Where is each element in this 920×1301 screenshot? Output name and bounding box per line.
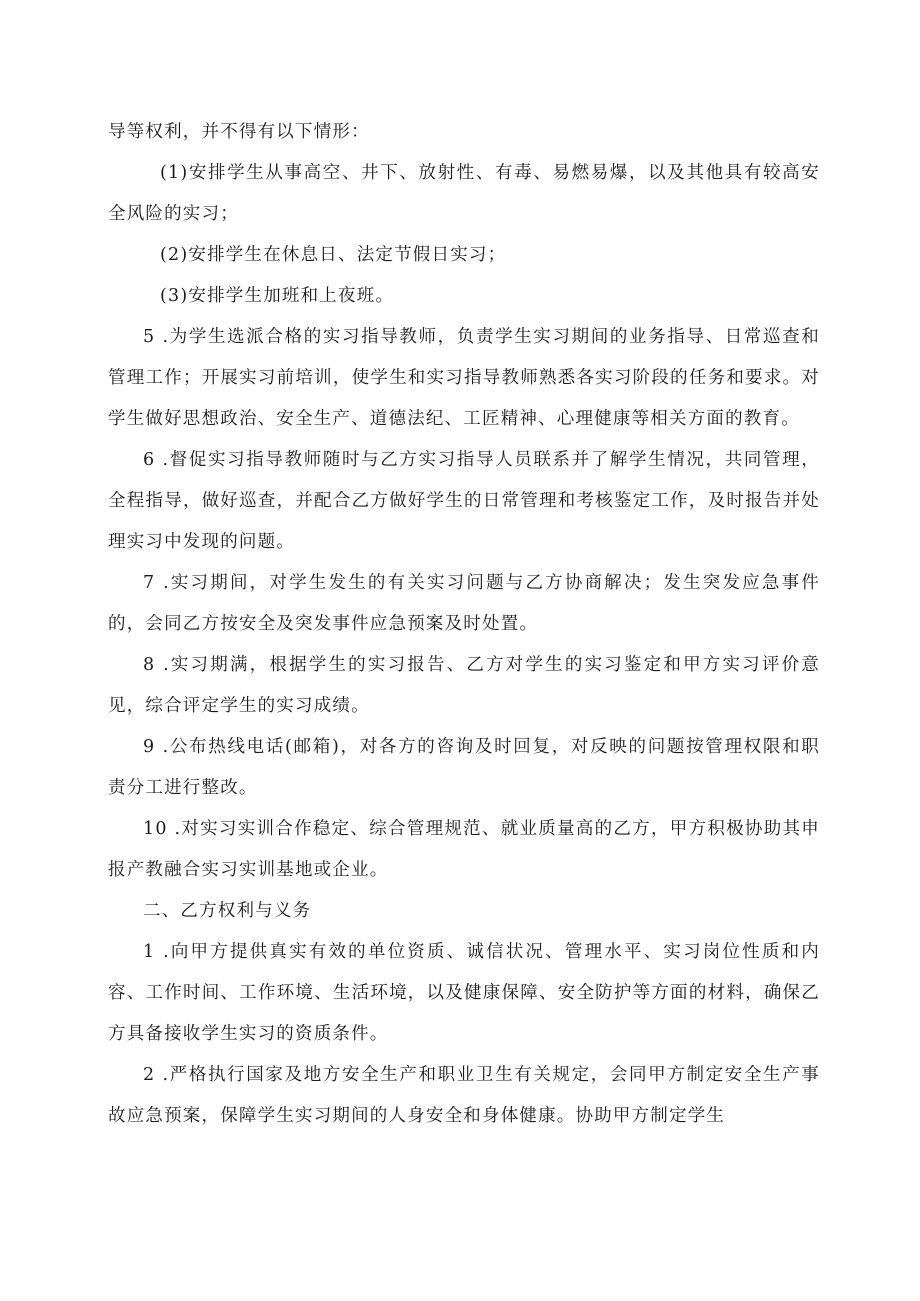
list-item-1: (1)安排学生从事高空、井下、放射性、有毒、易燃易爆，以及其他具有较高安全风险的实习； <box>108 163 820 224</box>
section-heading: 二、乙方权利与义务 <box>143 901 312 921</box>
clause-5: 5 .为学生选派合格的实习指导教师，负责学生实习期间的业务指导、日常巡查和管理工作；开展实习前培训，使学生和实习指导教师熟悉各实习阶段的任务和要求。对学生做好思想政治、安全生产、道德法纪、工匠精神、心理健康等相关方面的教育。 <box>108 327 820 429</box>
party-b-clause-1: 1 .向甲方提供真实有效的单位资质、诚信状况、管理水平、实习岗位性质和内容、工作时间、工作环境、生活环境，以及健康保障、安全防护等方面的材料，确保乙方具备接收学生实习的资质条件。 <box>108 942 820 1044</box>
clause-10: 10 .对实习实训合作稳定、综合管理规范、就业质量高的乙方，甲方积极协助其申报产教融合实习实训基地或企业。 <box>108 819 820 880</box>
clause-9: 9 .公布热线电话(邮箱)，对各方的咨询及时回复，对反映的问题按管理权限和职责分工进行整改。 <box>108 737 820 798</box>
clause-7: 7 .实习期间，对学生发生的有关实习问题与乙方协商解决；发生突发应急事件的，会同乙方按安全及突发事件应急预案及时处置。 <box>108 573 820 634</box>
list-item-2: (2)安排学生在休息日、法定节假日实习； <box>160 245 507 265</box>
document-body <box>108 112 820 1137</box>
paragraph-intro: 导等权利，并不得有以下情形： <box>108 122 370 142</box>
party-b-clause-2: 2 .严格执行国家及地方安全生产和职业卫生有关规定，会同甲方制定安全生产事故应急预案，保障学生实习期间的人身安全和身体健康。协助甲方制定学生 <box>108 1065 820 1126</box>
list-item-3: (3)安排学生加班和上夜班。 <box>160 286 395 306</box>
clause-8: 8 .实习期满，根据学生的实习报告、乙方对学生的实习鉴定和甲方实习评价意见，综合评定学生的实习成绩。 <box>108 655 820 716</box>
clause-6: 6 .督促实习指导教师随时与乙方实习指导人员联系并了解学生情况，共同管理，全程指导，做好巡查，并配合乙方做好学生的日常管理和考核鉴定工作，及时报告并处理实习中发现的问题。 <box>108 450 820 552</box>
